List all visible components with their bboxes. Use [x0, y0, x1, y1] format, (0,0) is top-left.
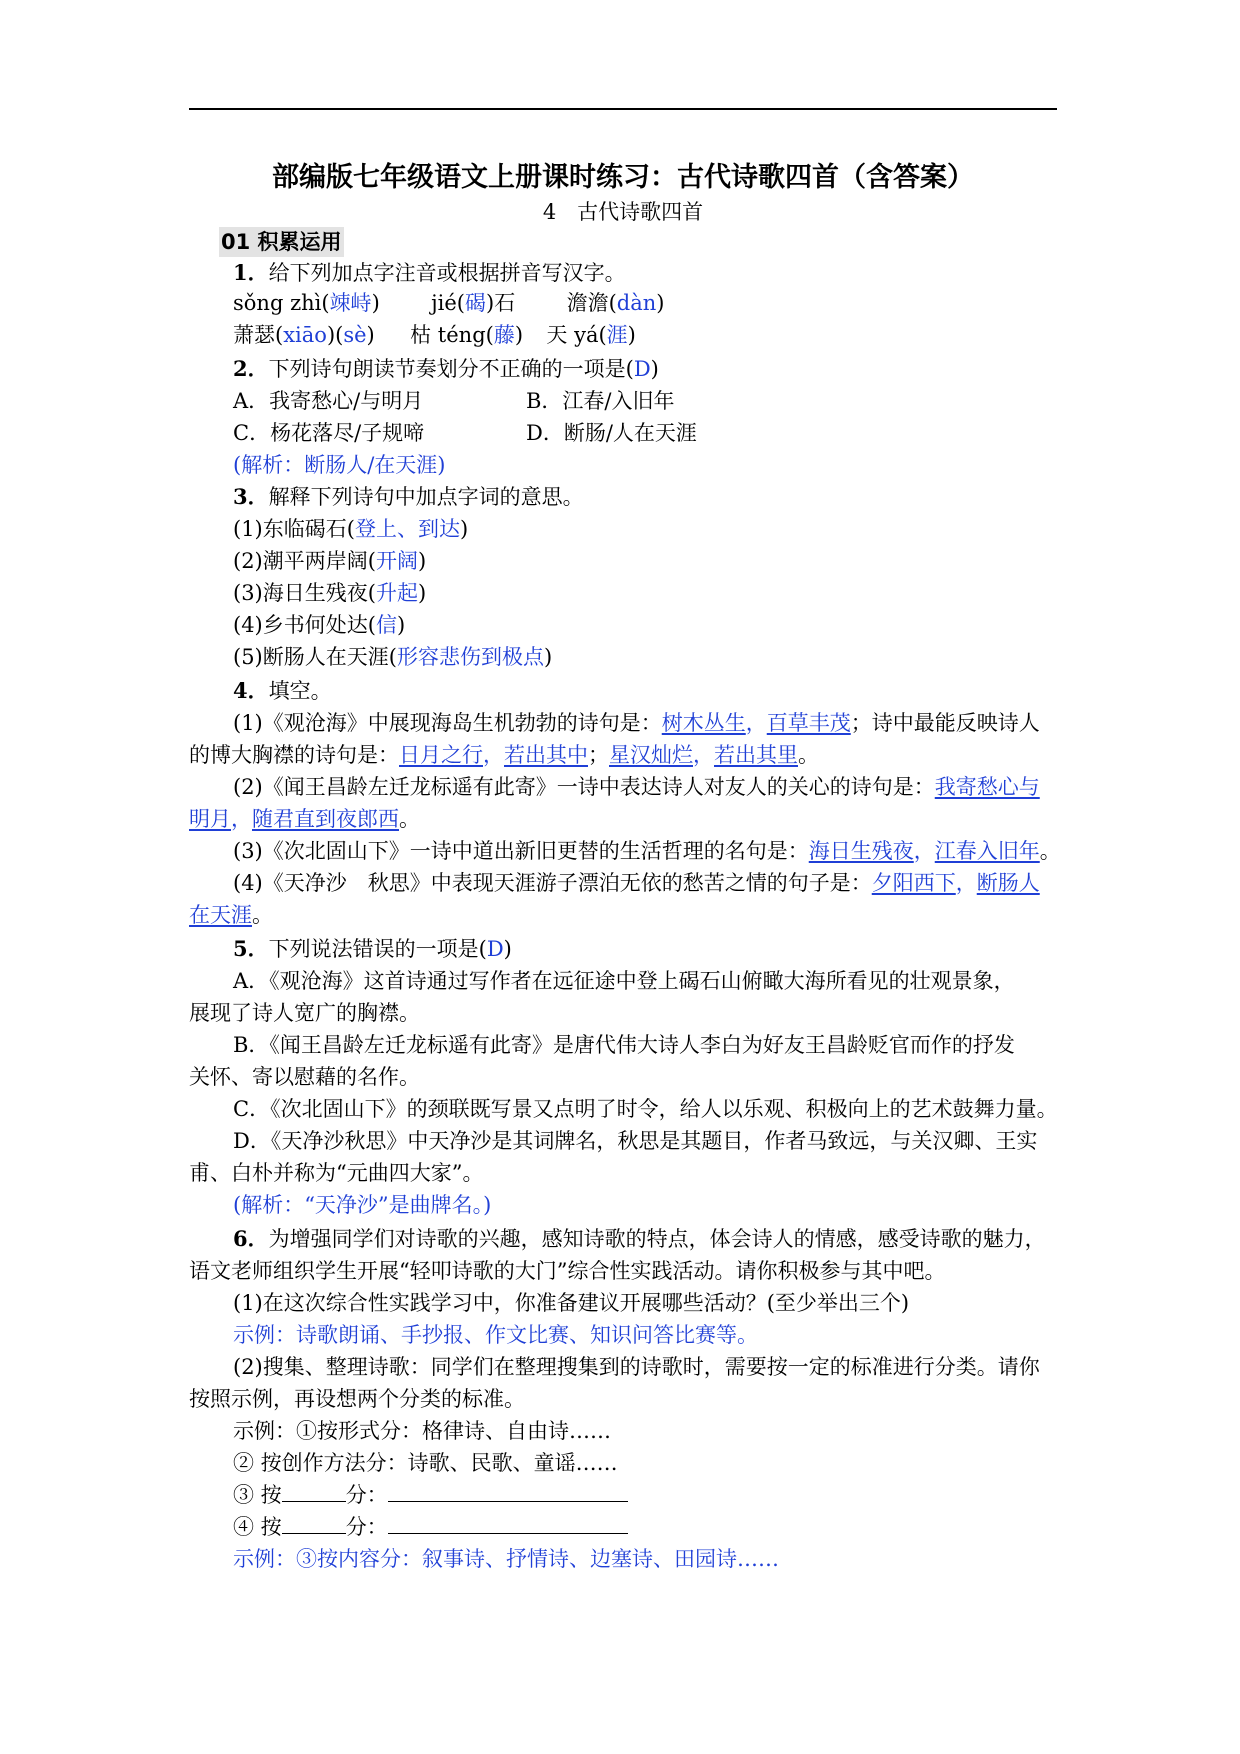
q1-item: ) [627, 323, 636, 347]
answer: 形容悲伤到极点 [396, 645, 544, 669]
q1-item: )( [326, 323, 344, 347]
part-text: (3)《次北固山下》一诗中道出新旧更替的生活哲理的名句是： [233, 839, 809, 863]
answer: 竦峙 [329, 291, 372, 315]
question-text: ) [503, 937, 512, 961]
blank[interactable] [388, 1481, 628, 1502]
q5-option-c: C．《次北固山下》的颈联既写景又点明了时令，给人以乐观、积极向上的艺术鼓舞力量。 [233, 1097, 1058, 1121]
q1-item: 澹澹( [566, 291, 617, 315]
answer: 升起 [375, 581, 418, 605]
answer: 明月 [189, 807, 231, 831]
part-text: 。 [252, 903, 273, 927]
part-text: 。 [798, 743, 819, 767]
item-text: ) [543, 645, 553, 669]
q1-line-1 [233, 288, 664, 318]
q1-item: 天 yá( [546, 323, 607, 347]
part-text: (2)《闻王昌龄左迁龙标遥有此寄》一诗中表达诗人对友人的关心的诗句是： [233, 775, 935, 799]
answer: 示例：诗歌朗诵、手抄报、作文比赛、知识问答比赛等。 [233, 1323, 758, 1347]
q5-option-b-line-1: B．《闻王昌龄左迁龙标遥有此寄》是唐代伟大诗人李白为好友王昌龄贬官而作的抒发 [233, 1033, 1015, 1057]
option-b: B．江春/入旧年 [526, 389, 675, 413]
section-label: 01 积累运用 [221, 230, 342, 254]
q6-part-2-line-2: 按照示例，再设想两个分类的标准。 [189, 1387, 525, 1411]
item-text: ) [459, 517, 469, 541]
lesson-subtitle: 4 古代诗歌四首 [542, 200, 704, 224]
answer: 随君直到夜郎西 [252, 807, 399, 831]
blank-line-4 [233, 1512, 628, 1542]
q4-part-3 [233, 836, 1061, 866]
part-text: 。 [1039, 839, 1061, 863]
answer: 若出其中 [504, 743, 588, 767]
part-text: (1)《观沧海》中展现海岛生机勃勃的诗句是： [233, 711, 662, 735]
header-rule [189, 108, 1057, 110]
part-text: (4)《天净沙 秋思》中表现天涯游子漂泊无依的愁苦之情的句子是： [233, 871, 872, 895]
q3-item-1 [233, 514, 468, 544]
q4-part-1-line-2 [189, 740, 819, 770]
answer: 我寄愁心与 [934, 775, 1040, 799]
q1-item: ) [656, 291, 665, 315]
answer: 夕阳西下 [871, 871, 956, 895]
blank-label: 分： [345, 1515, 388, 1539]
question-4 [233, 676, 332, 706]
question-6-line-1 [233, 1224, 1046, 1254]
answer: 海日生残夜 [808, 839, 914, 863]
part-text: 。 [399, 807, 420, 831]
question-1 [233, 258, 626, 288]
item-text: (3)海日生残夜( [233, 581, 376, 605]
question-text: ) [650, 357, 659, 381]
q1-item: )石 [486, 291, 516, 315]
example-2: ② 按创作方法分：诗歌、民歌、童谣…… [233, 1451, 618, 1475]
answer: D [486, 937, 504, 961]
question-6-line-2: 语文老师组织学生开展“轻叩诗歌的大门”综合性实践活动。请你积极参与其中吧。 [189, 1259, 946, 1283]
answer: 江春入旧年 [934, 839, 1040, 863]
answer: ， [231, 807, 252, 831]
item-text: (2)潮平两岸阔( [233, 549, 376, 573]
q1-item: ) [514, 323, 524, 347]
q3-item-5 [233, 642, 552, 672]
option-c: C．杨花落尽/子规啼 [233, 421, 425, 445]
q4-part-1-line-1 [233, 708, 1040, 738]
question-number: 5． [233, 936, 269, 961]
item-text: (1)东临碣石( [233, 517, 355, 541]
analysis: (解析：断肠人/在天涯) [233, 453, 446, 477]
answer: xiāo [283, 323, 327, 347]
question-number: 4． [233, 678, 269, 703]
blank-label: 分： [345, 1483, 388, 1507]
answer: 藤 [493, 323, 515, 347]
q4-part-2-line-1 [233, 772, 1040, 802]
blank-line-3 [233, 1480, 628, 1510]
q1-item: 萧瑟( [233, 323, 284, 347]
q5-option-a-line-2: 展现了诗人宽广的胸襟。 [189, 1001, 420, 1025]
q3-item-2 [233, 546, 426, 576]
q4-part-2-line-2 [189, 804, 420, 834]
q1-line-2 [233, 320, 636, 350]
analysis: (解析：“天净沙”是曲牌名。) [233, 1193, 492, 1217]
item-text: ) [417, 549, 427, 573]
answer: 星汉灿烂 [609, 743, 693, 767]
question-3 [233, 482, 584, 512]
question-2 [233, 354, 659, 384]
q3-item-3 [233, 578, 426, 608]
option-a: A．我寄愁心/与明月 [233, 389, 424, 413]
section-heading [219, 227, 344, 257]
q1-item: ) [366, 323, 375, 347]
option-d: D．断肠/人在天涯 [526, 421, 697, 445]
question-number: 6． [233, 1226, 269, 1251]
question-number: 1． [233, 260, 269, 285]
answer: 示例：③按内容分：叙事诗、抒情诗、边塞诗、田园诗…… [233, 1547, 779, 1571]
q3-item-4 [233, 610, 405, 640]
answer: ， [693, 743, 714, 767]
answer: 若出其里 [714, 743, 798, 767]
question-text: 为增强同学们对诗歌的兴趣，感知诗歌的特点，体会诗人的情感，感受诗歌的魅力， [268, 1227, 1046, 1251]
blank[interactable] [282, 1481, 346, 1502]
q6-part-1: (1)在这次综合性实践学习中，你准备建议开展哪些活动？(至少举出三个) [233, 1291, 910, 1315]
answer: ， [955, 871, 977, 895]
question-text: 给下列加点字注音或根据拼音写汉字。 [268, 261, 626, 285]
answer: 信 [375, 613, 397, 637]
answer: ， [913, 839, 935, 863]
q5-option-d-line-2: 甫、白朴并称为“元曲四大家”。 [189, 1161, 484, 1185]
item-text: ) [417, 581, 427, 605]
q1-item: jié( [431, 291, 465, 315]
blank-label: ③ 按 [233, 1483, 282, 1507]
answer: 断肠人 [976, 871, 1040, 895]
q5-option-d-line-1: D．《天净沙秋思》中天净沙是其词牌名，秋思是其题目，作者马致远，与关汉卿、王实 [233, 1129, 1038, 1153]
blank-label: ④ 按 [233, 1515, 282, 1539]
answer: sè [343, 323, 367, 347]
answer: D [633, 357, 651, 381]
q4-part-4-line-2 [189, 900, 273, 930]
q1-item: 枯 téng( [410, 323, 494, 347]
answer: dàn [616, 291, 657, 315]
item-text: (5)断肠人在天涯( [233, 645, 397, 669]
answer: 在天涯 [189, 903, 252, 927]
question-number: 2． [233, 356, 269, 381]
q1-item: sǒng zhì( [233, 291, 330, 315]
question-text: 下列诗句朗读节奏划分不正确的一项是( [268, 357, 634, 381]
answer: 树木丛生 [661, 711, 746, 735]
answer: 百草丰茂 [766, 711, 851, 735]
question-text: 下列说法错误的一项是( [268, 937, 487, 961]
question-5 [233, 934, 512, 964]
question-text: 填空。 [268, 679, 332, 703]
question-text: 解释下列诗句中加点字词的意思。 [268, 485, 584, 509]
part-text: ； [588, 743, 609, 767]
q5-option-b-line-2: 关怀、寄以慰藉的名作。 [189, 1065, 420, 1089]
q6-part-2-line-1: (2)搜集、整理诗歌：同学们在整理搜集到的诗歌时，需要按一定的标准进行分类。请你 [233, 1355, 1040, 1379]
question-number: 3． [233, 484, 269, 509]
q1-item: ) [371, 291, 380, 315]
part-text: ；诗中最能反映诗人 [850, 711, 1040, 735]
document-title: 部编版七年级语文上册课时练习：古代诗歌四首（含答案） [272, 162, 974, 193]
answer: 涯 [606, 323, 628, 347]
blank[interactable] [282, 1513, 346, 1534]
example-1: 示例：①按形式分：格律诗、自由诗…… [233, 1419, 611, 1443]
part-text: 的博大胸襟的诗句是： [189, 743, 399, 767]
answer: ， [483, 743, 504, 767]
answer: 日月之行 [399, 743, 483, 767]
answer: 登上、到达 [354, 517, 460, 541]
item-text: (4)乡书何处达( [233, 613, 376, 637]
blank[interactable] [388, 1513, 628, 1534]
q4-part-4-line-1 [233, 868, 1040, 898]
q5-option-a-line-1: A．《观沧海》这首诗通过写作者在远征途中登上碣石山俯瞰大海所看见的壮观景象， [233, 969, 1015, 993]
answer: 碣 [465, 291, 486, 315]
answer: ， [745, 711, 767, 735]
answer: 开阔 [375, 549, 418, 573]
item-text: ) [396, 613, 406, 637]
